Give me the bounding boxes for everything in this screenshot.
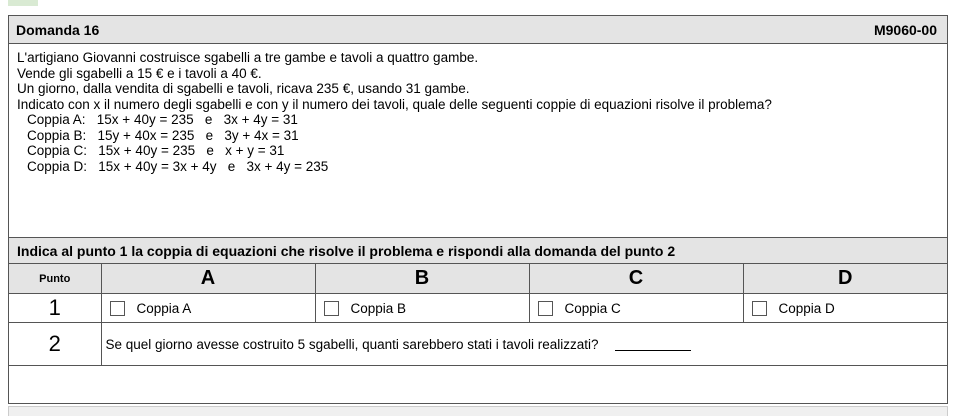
table-row-2: [9, 323, 947, 366]
question-line: Indicato con x il numero degli sgabelli e con y il numero dei tavoli, quale delle seguenti coppie di equazioni risolve il problema?: [17, 96, 772, 112]
option-cell-a: [101, 294, 315, 323]
answer-blank[interactable]: [615, 338, 691, 351]
question-code: M9060-00: [873, 21, 937, 38]
col-header-d: D: [743, 264, 947, 294]
question-title: Domanda 16: [16, 21, 100, 38]
question-2-text: Se quel giorno avesse costruito 5 sgabelli, quanti sarebbero stati i tavoli realizzati?: [105, 336, 599, 352]
pair-b: Coppia B: 15y + 40x = 235 e 3y + 4x = 31: [27, 127, 299, 143]
table-header-row: [9, 264, 947, 294]
option-cell-b: [315, 294, 529, 323]
pair-c: Coppia C: 15x + 40y = 235 e x + y = 31: [27, 143, 285, 158]
col-header-a: A: [101, 264, 315, 294]
option-d[interactable]: [744, 301, 948, 316]
col-header-punto: Punto: [9, 264, 101, 294]
question-card: [8, 15, 948, 404]
option-cell-c: [529, 294, 743, 323]
option-a[interactable]: [102, 301, 315, 316]
option-b-label: Coppia B: [350, 300, 407, 316]
option-a-label: Coppia A: [136, 300, 192, 316]
col-header-b: B: [315, 264, 529, 294]
next-question-strip: [8, 406, 948, 416]
row-number-1: 1: [9, 294, 101, 323]
checkbox-b[interactable]: [324, 301, 339, 316]
option-c[interactable]: [530, 301, 743, 316]
option-b[interactable]: [316, 301, 529, 316]
top-tab: [8, 0, 38, 6]
question-header: [9, 16, 947, 44]
question-text: [9, 44, 947, 238]
question-line: Vende gli sgabelli a 15 € e i tavoli a 40 €.: [17, 65, 262, 81]
question-line: Un giorno, dalla vendita di sgabelli e tavoli, ricava 235 €, usando 31 gambe.: [17, 81, 470, 96]
pair-d: Coppia D: 15x + 40y = 3x + 4y e 3x + 4y = 235: [27, 158, 329, 174]
question-line: L'artigiano Giovanni costruisce sgabelli a tre gambe e tavoli a quattro gambe.: [17, 50, 479, 65]
row-number-2: 2: [9, 323, 101, 366]
table-row-1: [9, 294, 947, 323]
question-2-cell: [101, 323, 947, 366]
option-c-label: Coppia C: [564, 300, 621, 316]
pair-a: Coppia A: 15x + 40y = 235 e 3x + 4y = 31: [27, 112, 298, 127]
option-d-label: Coppia D: [778, 300, 835, 316]
checkbox-c[interactable]: [538, 301, 553, 316]
col-header-c: C: [529, 264, 743, 294]
option-cell-d: [743, 294, 947, 323]
top-strip: [0, 0, 957, 14]
answer-table: [9, 264, 947, 366]
checkbox-d[interactable]: [752, 301, 767, 316]
checkbox-a[interactable]: [110, 301, 125, 316]
instruction-bar: Indica al punto 1 la coppia di equazioni che risolve il problema e rispondi alla domanda del punto 2: [9, 238, 947, 264]
